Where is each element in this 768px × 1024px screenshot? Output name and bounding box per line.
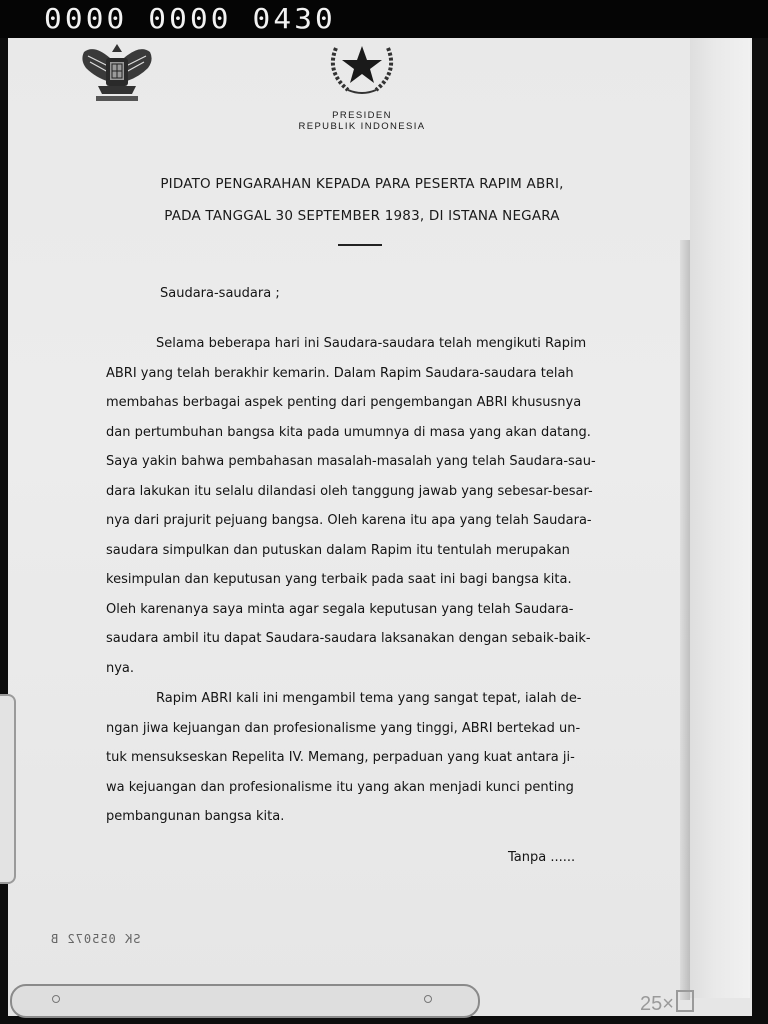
text-line: Saya yakin bahwa pembahasan masalah-masalah yang telah Saudara-sau-	[106, 454, 596, 469]
frame-counter: 0000 0000 0430	[44, 2, 336, 35]
title-underline	[338, 244, 382, 246]
paragraph-2	[106, 684, 628, 832]
text-line: wa kejuangan dan profesionalisme itu yang akan menjadi kunci penting	[106, 779, 574, 795]
salutation: Saudara-saudara ;	[160, 286, 280, 301]
page-edge	[690, 38, 750, 998]
text-line: Oleh karenanya saya minta agar segala keputusan yang telah Saudara-	[106, 601, 574, 617]
text-line: ngan jiwa kejuangan dan profesionalisme yang tinggi, ABRI bertekad un-	[106, 720, 581, 736]
mirrored-archive-code: SK 055072 B	[50, 932, 141, 946]
text-line: Rapim ABRI kali ini mengambil tema yang sangat tepat, ialah de-	[156, 691, 582, 706]
page-shadow-stripe	[680, 240, 690, 1000]
text-line: pembangunan bangsa kita.	[106, 809, 285, 824]
holder-hole	[424, 995, 432, 1003]
reduction-box-icon	[676, 990, 694, 1012]
text-line: dara lakukan itu selalu dilandasi oleh tanggung jawab yang sebesar-besar-	[106, 483, 593, 499]
letterhead-line: REPUBLIK INDONESIA	[298, 121, 426, 132]
paragraph-1	[106, 329, 628, 683]
text-line: nya dari prajurit pejuang bangsa. Oleh karena itu apa yang telah Saudara-	[106, 513, 592, 528]
reduction-ratio-text: 25×	[640, 993, 674, 1015]
reduction-ratio-mark	[640, 990, 694, 1016]
star-wreath-emblem-icon	[318, 38, 406, 98]
letterhead-line: PRESIDEN	[332, 110, 392, 121]
binder-clip	[0, 694, 16, 884]
holder-hole	[52, 995, 60, 1003]
text-line: membahas berbagai aspek penting dari pengembangan ABRI khususnya	[106, 395, 582, 410]
film-strip-top	[0, 0, 768, 38]
text-line: kesimpulan dan keputusan yang terbaik pada saat ini bagi bangsa kita.	[106, 572, 572, 587]
text-line: ABRI yang telah berakhir kemarin. Dalam Rapim Saudara-saudara telah	[106, 365, 574, 381]
text-line: dan pertumbuhan bangsa kita pada umumnya di masa yang akan datang.	[106, 424, 591, 440]
text-line: saudara simpulkan dan putuskan dalam Rapim itu tentulah merupakan	[106, 542, 570, 558]
text-line: saudara ambil itu dapat Saudara-saudara laksanakan dengan sebaik-baik-	[106, 631, 591, 646]
text-line: Selama beberapa hari ini Saudara-saudara telah mengikuti Rapim	[156, 336, 587, 351]
document-title-line: PADA TANGGAL 30 SEPTEMBER 1983, DI ISTANA NEGARA	[164, 208, 560, 224]
document-title-line: PIDATO PENGARAHAN KEPADA PARA PESERTA RAPIM ABRI,	[160, 176, 564, 192]
text-line: nya.	[106, 660, 135, 676]
film-holder-bar	[10, 984, 480, 1018]
garuda-emblem-icon	[74, 38, 160, 108]
letterhead	[262, 110, 462, 132]
text-line: tuk mensukseskan Repelita IV. Memang, perpaduan yang kuat antara ji-	[106, 750, 575, 765]
continuation-note: Tanpa ......	[508, 850, 576, 865]
